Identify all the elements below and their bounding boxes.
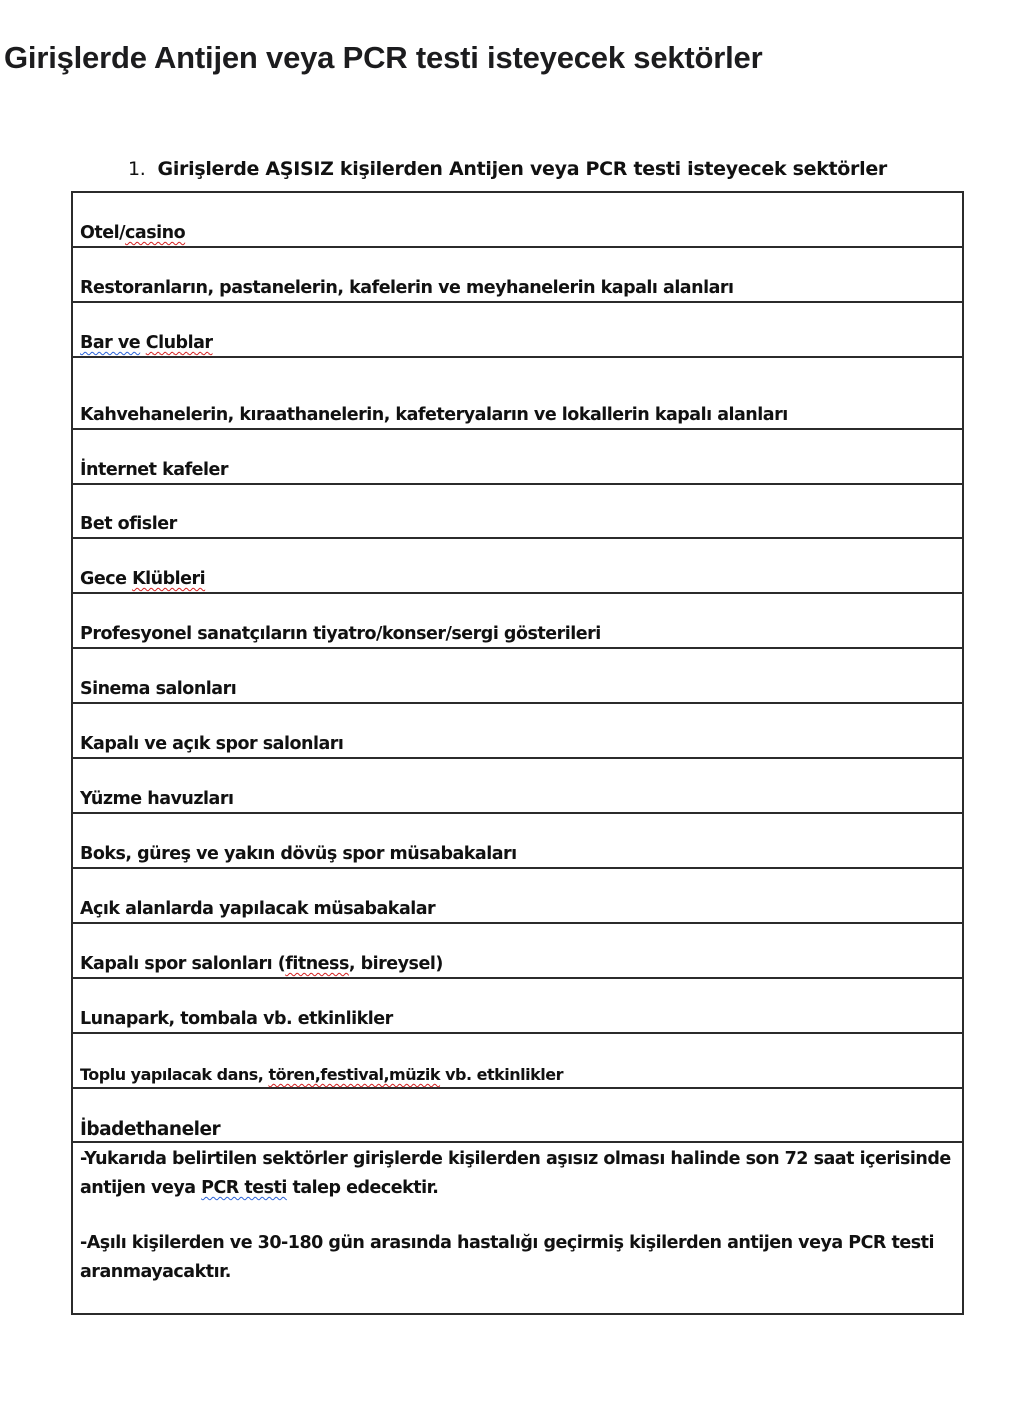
table-row — [73, 358, 962, 430]
table-row — [73, 814, 962, 869]
table-row — [73, 430, 962, 485]
table-row — [73, 303, 962, 358]
sectors-table — [71, 191, 964, 1315]
sector-cell: İnternet kafeler — [80, 460, 229, 480]
sector-cell: Bet ofisler — [80, 514, 177, 534]
heading-text: Girişlerde AŞISIZ kişilerden Antijen veya PCR testi isteyecek sektörler — [157, 158, 888, 180]
table-row — [73, 979, 962, 1034]
note-2: -Aşılı kişilerden ve 30-180 gün arasında hastalığı geçirmiş kişilerden antijen veya PCR testi aranmayacaktır. — [80, 1233, 934, 1282]
page-title: Girişlerde Antijen veya PCR testi isteyecek sektörler — [4, 40, 763, 75]
table-row — [73, 193, 962, 248]
table-row — [73, 759, 962, 814]
sector-cell: Kapalı ve açık spor salonları — [80, 734, 344, 754]
sector-cell: Lunapark, tombala vb. etkinlikler — [80, 1009, 393, 1029]
table-row — [73, 1089, 962, 1143]
sector-cell: Sinema salonları — [80, 679, 237, 699]
sector-cell: Bar ve Clublar — [80, 333, 213, 353]
table-row — [73, 539, 962, 594]
sector-cell: Otel/casino — [80, 223, 186, 243]
sector-cell: Kahvehanelerin, kıraathanelerin, kafeteryaların ve lokallerin kapalı alanları — [80, 405, 788, 425]
note-1: -Yukarıda belirtilen sektörler girişlerde kişilerden aşısız olması halinde son 72 saat içerisinde antijen veya PCR testi talep edecektir. — [80, 1149, 951, 1198]
sector-cell: Açık alanlarda yapılacak müsabakalar — [80, 899, 436, 919]
table-row — [73, 924, 962, 979]
sector-cell: İbadethaneler — [80, 1119, 221, 1140]
table-row — [73, 649, 962, 704]
sector-cell: Toplu yapılacak dans, tören,festival,müzik vb. etkinlikler — [80, 1065, 563, 1084]
table-row — [73, 1034, 962, 1089]
heading-number: 1. — [128, 158, 146, 180]
table-row — [73, 248, 962, 303]
sector-cell: Boks, güreş ve yakın dövüş spor müsabakaları — [80, 844, 517, 864]
notes-row — [73, 1143, 962, 1313]
sector-cell: Restoranların, pastanelerin, kafelerin ve meyhanelerin kapalı alanları — [80, 278, 734, 298]
sector-cell: Profesyonel sanatçıların tiyatro/konser/sergi gösterileri — [80, 624, 601, 644]
table-row — [73, 704, 962, 759]
document-heading — [128, 158, 887, 180]
table-row — [73, 594, 962, 649]
table-row — [73, 869, 962, 924]
sector-cell: Yüzme havuzları — [80, 789, 234, 809]
sector-cell: Gece Klübleri — [80, 569, 206, 589]
table-row — [73, 485, 962, 539]
sector-cell: Kapalı spor salonları (fitness, bireysel) — [80, 954, 443, 974]
